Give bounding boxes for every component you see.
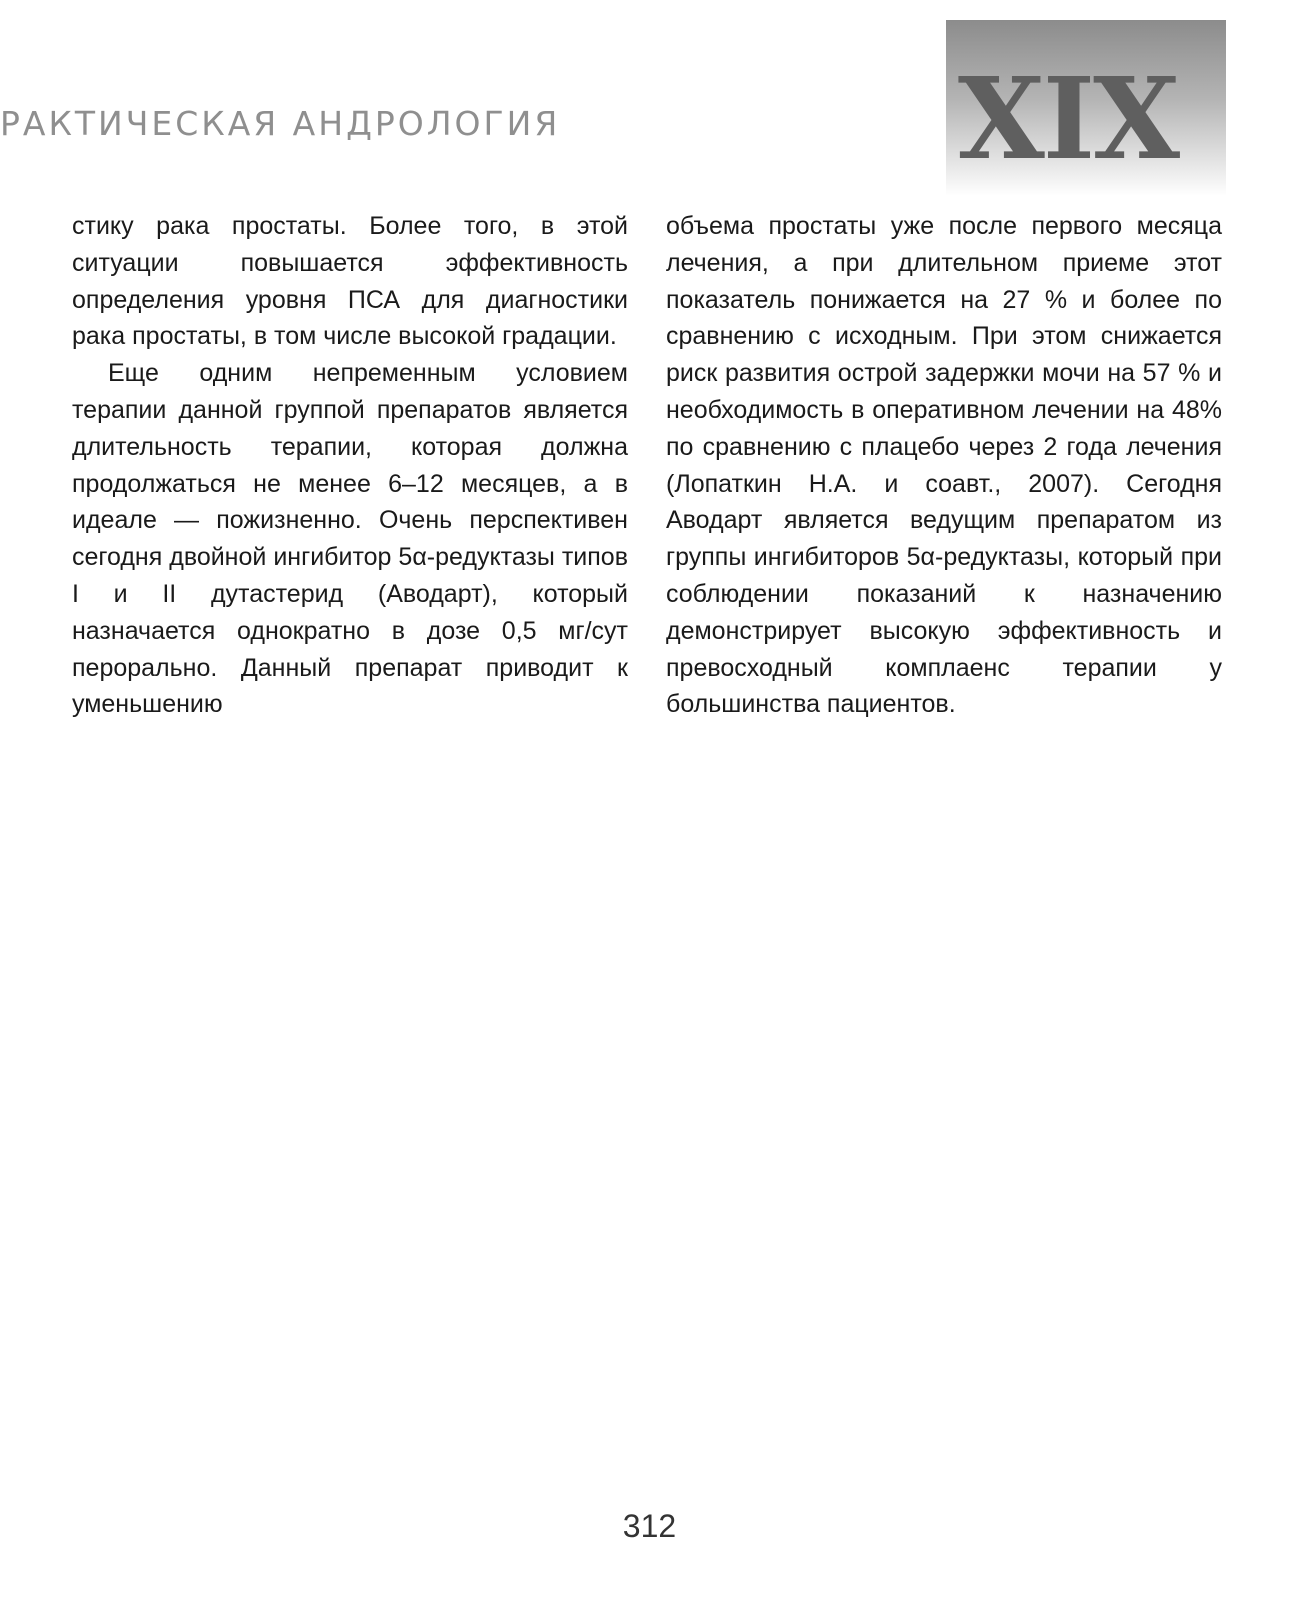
left-text-column xyxy=(72,208,628,723)
chapter-badge xyxy=(946,20,1226,196)
running-title: РАКТИЧЕСКАЯ АНДРОЛОГИЯ xyxy=(0,104,561,143)
paragraph: стику рака простаты. Более того, в этой ситуации повышается эффективность определения уровня ПСА для диагностики рака простаты, в том числе высокой градации. xyxy=(72,212,628,351)
paragraph: Еще одним непременным условием терапии данной группой препаратов является длительность терапии, которая должна продолжаться не менее 6–12 месяцев, а в идеале — пожизненно. Очень перспективен сегодня двойной ингибитор 5α-редуктазы типов I и II дутастерид (Аводарт), который назначается однократно в дозе 0,5 мг/сут перорально. Данный препарат приводит к уменьшению xyxy=(72,359,628,719)
paragraph: объема простаты уже после первого месяца лечения, а при длительном приеме этот показатель понижается на 27 % и более по сравнению с исходным. При этом снижается риск развития острой задержки мочи на 57 % и необходимость в оперативном лечении на 48% по сравнению с плацебо через 2 года лечения (Лопаткин Н.А. и соавт., 2007). Сегодня Аводарт является ведущим препаратом из группы ингибиторов 5α-редуктазы, который при соблюдении показаний к назначению демонстрирует высокую эффективность и превосходный комплаенс терапии у большинства пациентов. xyxy=(666,212,1222,719)
right-text-column xyxy=(666,208,1222,723)
chapter-number: XIX xyxy=(957,54,1178,185)
page-number: 312 xyxy=(622,1508,677,1544)
